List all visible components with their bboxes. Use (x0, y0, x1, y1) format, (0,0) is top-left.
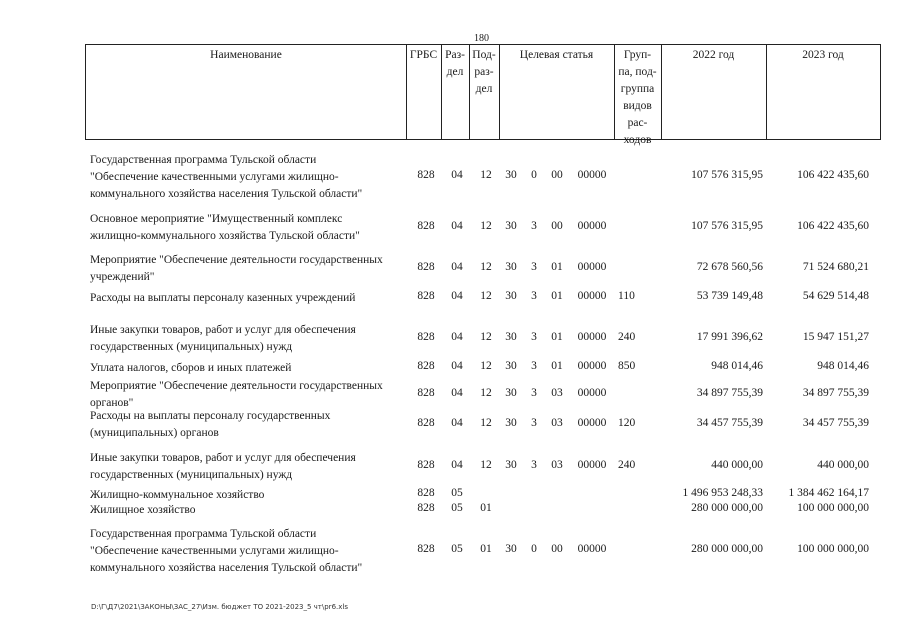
expense-type-code: 240 (618, 330, 636, 343)
amount-2022: 107 576 315,95 (691, 219, 763, 232)
razdel-code: 04 (451, 360, 463, 372)
header-grbs: ГРБС (409, 49, 438, 61)
target-direction: 00000 (577, 543, 607, 555)
target-direction: 00000 (577, 290, 607, 302)
target-direction: 00000 (577, 330, 607, 343)
target-subprogram: 0 (531, 169, 537, 181)
target-direction: 00000 (577, 169, 607, 181)
target-subprogram: 0 (531, 543, 537, 555)
amount-2022: 1 496 953 248,33 (682, 487, 763, 499)
expense-type-code: 850 (618, 360, 636, 372)
row-name-line: государственных (муниципальных) нужд (90, 469, 293, 481)
target-subprogram: 3 (531, 290, 537, 302)
target-event: 01 (551, 260, 563, 273)
target-program: 30 (505, 290, 517, 302)
grbs-code: 828 (417, 487, 435, 499)
grbs-code: 828 (417, 386, 435, 399)
amount-2023: 106 422 435,60 (797, 169, 869, 181)
razdel-code: 04 (451, 219, 463, 232)
row-name-line: Основное мероприятие "Имущественный комплекс (90, 213, 343, 225)
podrazdel-code: 12 (480, 416, 492, 429)
row-name-line: Мероприятие "Обеспечение деятельности государственных (90, 254, 383, 266)
row-name-line: Мероприятие "Обеспечение деятельности государственных (90, 380, 383, 392)
header-name: Наименование (210, 49, 282, 61)
amount-2022: 948 014,46 (711, 360, 763, 372)
header-year-2023: 2023 год (802, 49, 844, 61)
grbs-code: 828 (417, 502, 435, 514)
row-name-line: жилищно-коммунального хозяйства Тульской области" (90, 230, 360, 242)
amount-2023: 440 000,00 (817, 458, 869, 471)
grbs-code: 828 (417, 458, 435, 471)
razdel-code: 04 (451, 330, 463, 343)
row-name-line: коммунального хозяйства населения Тульской области" (90, 188, 363, 200)
grbs-code: 828 (417, 169, 435, 181)
target-program: 30 (505, 219, 517, 232)
row-name-line: "Обеспечение качественными услугами жилищно- (90, 545, 339, 557)
amount-2023: 100 000 000,00 (797, 502, 869, 514)
target-program: 30 (505, 386, 517, 399)
podrazdel-code: 01 (480, 543, 492, 555)
target-direction: 00000 (577, 386, 607, 399)
target-event: 03 (551, 386, 563, 399)
amount-2023: 34 457 755,39 (802, 416, 869, 429)
amount-2023: 106 422 435,60 (797, 219, 869, 232)
amount-2023: 34 897 755,39 (802, 386, 869, 399)
podrazdel-code: 01 (480, 502, 492, 514)
razdel-code: 04 (451, 458, 463, 471)
page-number: 180 (474, 33, 489, 44)
grbs-code: 828 (417, 416, 435, 429)
podrazdel-code: 12 (480, 260, 492, 273)
grbs-code: 828 (417, 543, 435, 555)
row-name-line: коммунального хозяйства населения Тульской области" (90, 562, 363, 574)
row-name-line: Жилищно-коммунальное хозяйство (90, 489, 265, 501)
row-name (90, 152, 410, 203)
target-subprogram: 3 (531, 219, 537, 232)
target-event: 00 (551, 169, 563, 181)
razdel-code: 04 (451, 260, 463, 273)
target-direction: 00000 (577, 458, 607, 471)
row-name (90, 502, 410, 519)
row-name-line: Уплата налогов, сборов и иных платежей (90, 362, 292, 374)
amount-2023: 71 524 680,21 (802, 260, 869, 273)
grbs-code: 828 (417, 260, 435, 273)
target-program: 30 (505, 416, 517, 429)
target-direction: 00000 (577, 416, 607, 429)
row-name (90, 450, 410, 484)
row-name-line: органов" (90, 397, 134, 409)
grbs-code: 828 (417, 360, 435, 372)
amount-2022: 34 457 755,39 (696, 416, 763, 429)
target-direction: 00000 (577, 219, 607, 232)
amount-2022: 280 000 000,00 (691, 543, 763, 555)
target-program: 30 (505, 169, 517, 181)
target-subprogram: 3 (531, 260, 537, 273)
target-direction: 00000 (577, 260, 607, 273)
amount-2023: 15 947 151,27 (802, 330, 869, 343)
podrazdel-code: 12 (480, 386, 492, 399)
row-name (90, 252, 410, 286)
row-name-line: государственных (муниципальных) нужд (90, 341, 293, 353)
target-subprogram: 3 (531, 416, 537, 429)
row-name-line: учреждений" (90, 271, 155, 283)
row-name-line: Государственная программа Тульской области (90, 528, 317, 540)
row-name-line: Расходы на выплаты персоналу государственных (90, 410, 331, 422)
target-program: 30 (505, 330, 517, 343)
target-program: 30 (505, 543, 517, 555)
razdel-code: 04 (451, 386, 463, 399)
row-name (90, 290, 410, 307)
target-event: 00 (551, 543, 563, 555)
grbs-code: 828 (417, 219, 435, 232)
razdel-code: 04 (451, 416, 463, 429)
razdel-code: 04 (451, 169, 463, 181)
amount-2023: 54 629 514,48 (802, 290, 869, 302)
target-program: 30 (505, 260, 517, 273)
target-program: 30 (505, 360, 517, 372)
amount-2022: 72 678 560,56 (696, 260, 763, 273)
amount-2022: 440 000,00 (711, 458, 763, 471)
target-event: 03 (551, 458, 563, 471)
amount-2023: 948 014,46 (817, 360, 869, 372)
target-event: 00 (551, 219, 563, 232)
razdel-code: 05 (451, 502, 463, 514)
target-subprogram: 3 (531, 386, 537, 399)
row-name-line: (муниципальных) органов (90, 427, 219, 439)
expense-type-code: 120 (618, 416, 636, 429)
amount-2022: 34 897 755,39 (696, 386, 763, 399)
expense-type-code: 110 (618, 290, 635, 302)
target-event: 01 (551, 360, 563, 372)
row-name-line: Жилищное хозяйство (90, 504, 196, 516)
row-name (90, 526, 410, 577)
amount-2022: 107 576 315,95 (691, 169, 763, 181)
header-year-2022: 2022 год (692, 49, 735, 61)
target-program: 30 (505, 458, 517, 471)
row-name-line: "Обеспечение качественными услугами жилищно- (90, 171, 339, 183)
header-razdel: Раз- дел (445, 49, 465, 78)
grbs-code: 828 (417, 330, 435, 343)
target-event: 01 (551, 330, 563, 343)
razdel-code: 05 (451, 543, 463, 555)
podrazdel-code: 12 (480, 169, 492, 181)
target-event: 01 (551, 290, 563, 302)
podrazdel-code: 12 (480, 330, 492, 343)
row-name-line: Расходы на выплаты персоналу казенных учреждений (90, 292, 356, 304)
target-subprogram: 3 (531, 330, 537, 343)
header-podrazdel: Под- раз- дел (472, 49, 496, 95)
row-name-line: Государственная программа Тульской области (90, 154, 317, 166)
amount-2022: 280 000 000,00 (691, 502, 763, 514)
target-event: 03 (551, 416, 563, 429)
target-subprogram: 3 (531, 458, 537, 471)
target-subprogram: 3 (531, 360, 537, 372)
expense-type-code: 240 (618, 458, 636, 471)
row-name (90, 360, 410, 377)
row-name (90, 378, 410, 412)
amount-2023: 100 000 000,00 (797, 543, 869, 555)
row-name-line: Иные закупки товаров, работ и услуг для обеспечения (90, 452, 356, 464)
row-name (90, 211, 410, 245)
grbs-code: 828 (417, 290, 435, 302)
file-path-footer: D:\Г\Д7\2021\ЗАКОНЫ\ЗАС_27\Изм. бюджет ТО 2021-2023_5 чт\pr6.xls (91, 603, 348, 611)
target-direction: 00000 (577, 360, 607, 372)
podrazdel-code: 12 (480, 360, 492, 372)
amount-2023: 1 384 462 164,17 (788, 487, 869, 499)
razdel-code: 04 (451, 290, 463, 302)
table-header (85, 44, 881, 146)
header-target-article: Целевая статья (519, 49, 594, 61)
row-name-line: Иные закупки товаров, работ и услуг для обеспечения (90, 324, 356, 336)
podrazdel-code: 12 (480, 458, 492, 471)
podrazdel-code: 12 (480, 290, 492, 302)
row-name (90, 408, 410, 442)
amount-2022: 17 991 396,62 (696, 330, 763, 343)
razdel-code: 05 (451, 487, 463, 499)
header-expense-type: Груп- па, под- группа видов рас- ходов (618, 49, 657, 146)
podrazdel-code: 12 (480, 219, 492, 232)
row-name (90, 322, 410, 356)
amount-2022: 53 739 149,48 (696, 290, 763, 302)
